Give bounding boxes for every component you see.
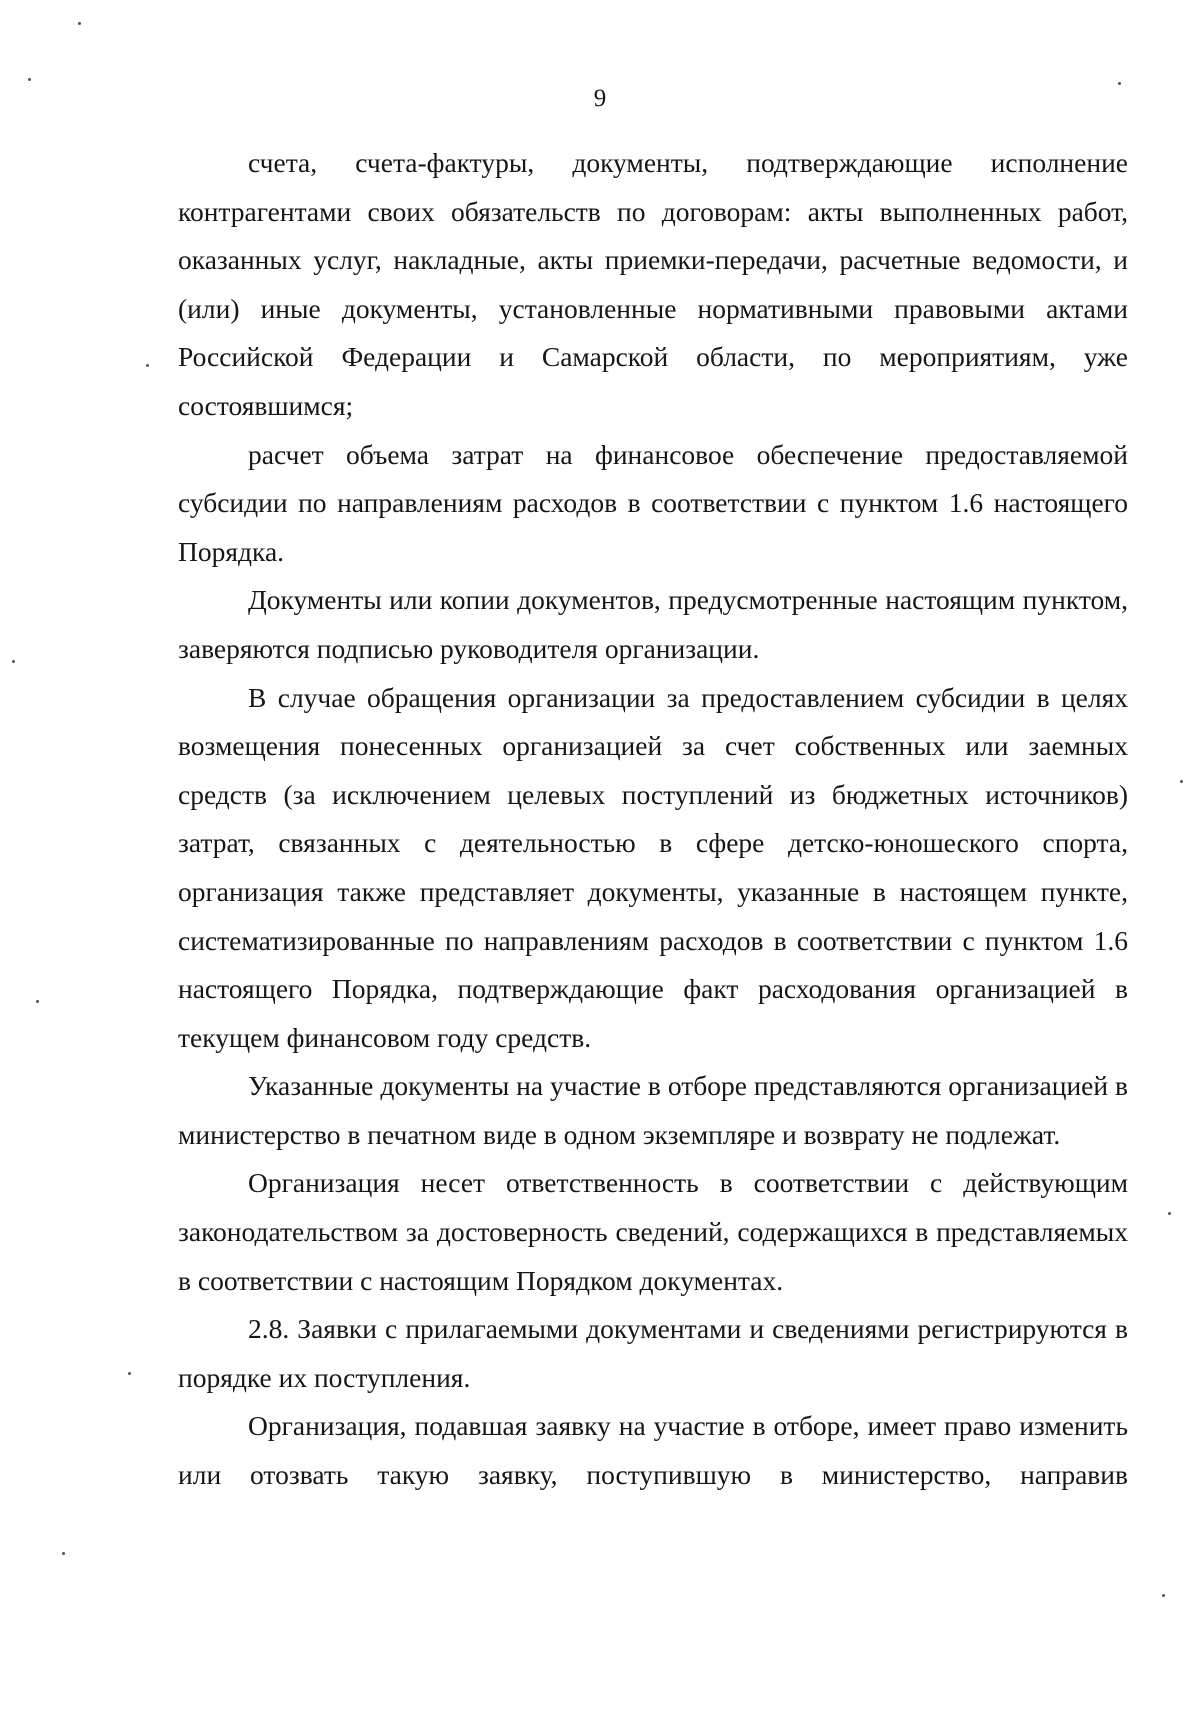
scan-speck (128, 1372, 131, 1375)
scan-speck (1162, 1594, 1165, 1597)
paragraph-documents-list: счета, счета-фактуры, документы, подтверждающие исполнение контрагентами своих обязательств по договорам: акты выполненных работ, оказанных услуг, накладные, акты приемки-передачи, расчетные ведомости, и (или) иные документы, установленные нормативными правовыми актами Российской Федерации и Самарской области, по мероприятиям, уже состоявшимся; (178, 147, 1128, 421)
scan-speck (62, 1552, 65, 1555)
paragraph-reimbursement: В случае обращения организации за предоставлением субсидии в целях возмещения понесенных организацией за счет собственных или заемных средств (за исключением целевых поступлений из бюджетных источников) затрат, связанных с деятельностью в сфере детско-юношеского спорта, организация также представляет документы, указанные в настоящем пункте, систематизированные по направлениям расходов в соответствии с пунктом 1.6 настоящего Порядка, подтверждающие факт расходования организацией в текущем финансовом году средств. (178, 681, 1128, 1053)
scan-speck (12, 660, 15, 663)
scan-speck (78, 22, 81, 25)
paragraph-2-8-registration: 2.8. Заявки с прилагаемыми документами и сведениями регистрируются в порядке их поступления. (178, 1313, 1128, 1393)
paragraph-submission: Указанные документы на участие в отборе представляются организацией в министерство в печатном виде в одном экземпляре и возврату не подлежат. (178, 1070, 1128, 1150)
document-body (178, 139, 1128, 1500)
scan-speck (1180, 780, 1183, 783)
page-number: 9 (593, 85, 607, 112)
paragraph-cost-calculation: расчет объема затрат на финансовое обеспечение предоставляемой субсидии по направлениям расходов в соответствии с пунктом 1.6 настоящего Порядка. (178, 438, 1128, 567)
scan-speck (1168, 1212, 1171, 1215)
scan-speck (36, 1000, 39, 1003)
scan-speck (146, 364, 149, 367)
paragraph-responsibility: Организация несет ответственность в соответствии с действующим законодательством за достоверность сведений, содержащихся в представляемых в соответствии с настоящим Порядком документах. (178, 1167, 1128, 1296)
paragraph-certification: Документы или копии документов, предусмотренные настоящим пунктом, заверяются подписью руководителя организации. (178, 584, 1128, 664)
paragraph-withdrawal: Организация, подавшая заявку на участие в отборе, имеет право изменить или отозвать такую заявку, поступившую в министерство, направив (178, 1410, 1128, 1491)
scan-speck (28, 78, 31, 81)
scan-speck (1118, 82, 1121, 85)
